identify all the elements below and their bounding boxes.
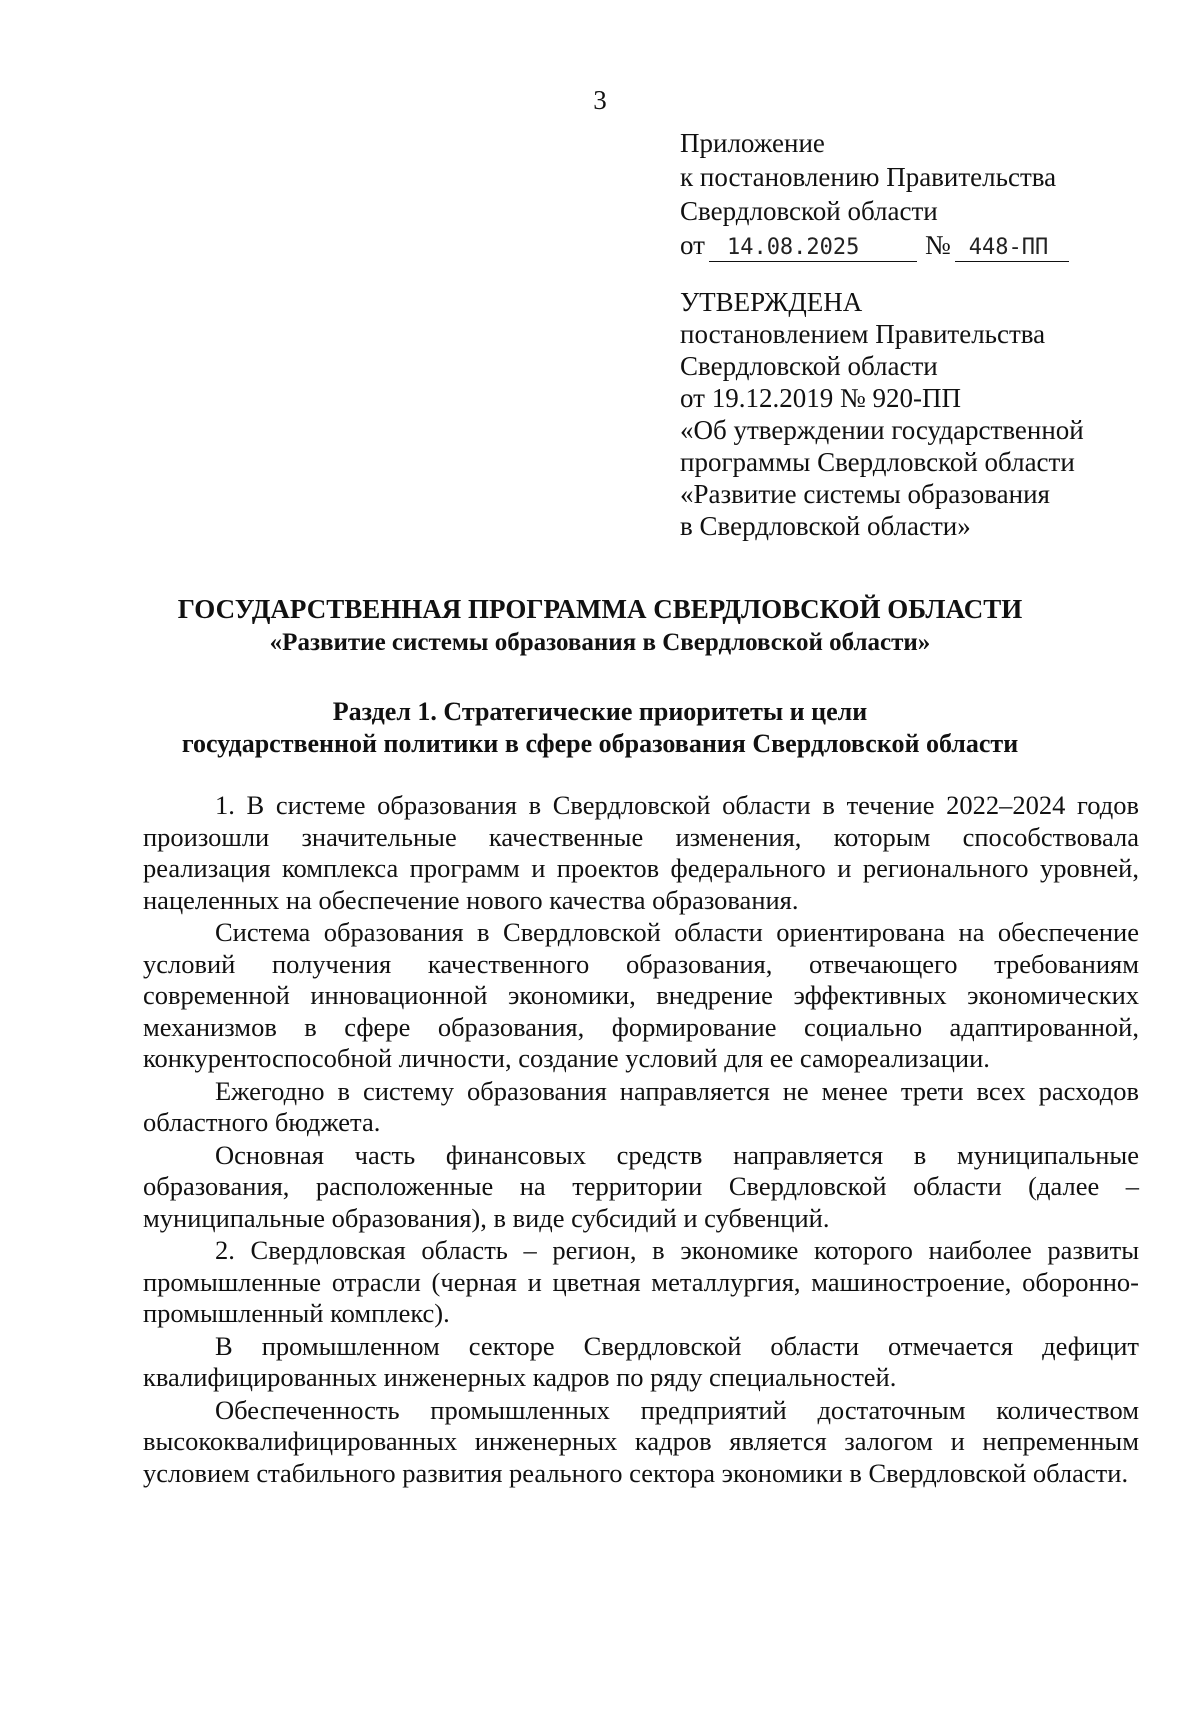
decree-number-field: 448-ПП	[955, 235, 1069, 262]
section-heading	[0, 696, 1200, 760]
decree-date-field: 14.08.2025	[709, 235, 917, 262]
approved-line: в Свердловской области»	[680, 511, 971, 541]
from-prefix: от	[680, 230, 705, 260]
program-heading	[0, 592, 1200, 660]
appendix-line: Свердловской области	[680, 196, 938, 226]
approved-line: постановлением Правительства	[680, 319, 1046, 349]
page-number: 3	[593, 85, 607, 115]
paragraph: 1. В системе образования в Свердловской области в течение 2022–2024 годов произошли значительные качественные изменения, которым способствовала реализация комплекса программ и проектов федерального и регионального уровней, нацеленных на обеспечение нового качества образования.	[143, 790, 1139, 915]
paragraph: Система образования в Свердловской области ориентирована на обеспечение условий получения качественного образования, отвечающего требованиям современной инновационной экономики, внедрение эффективных экономических механизмов в сфере образования, формирование социально адаптированной, конкурентоспособной личности, создание условий для ее самореализации.	[143, 917, 1139, 1073]
paragraph: Основная часть финансовых средств направляется в муниципальные образования, расположенные на территории Свердловской области (далее – муниципальные образования), в виде субсидий и субвенций.	[143, 1139, 1139, 1233]
appendix-title: Приложение	[680, 128, 825, 158]
approved-line: «Развитие системы образования	[680, 479, 1050, 509]
approved-line: «Об утверждении государственной	[680, 415, 1084, 445]
program-subtitle: «Развитие системы образования в Свердловской области»	[269, 629, 931, 656]
section-title-line: государственной политики в сфере образования Свердловской области	[181, 729, 1019, 758]
approved-title: УТВЕРЖДЕНА	[680, 287, 863, 317]
number-sign: №	[924, 230, 951, 260]
approved-block	[680, 286, 1120, 542]
program-title: ГОСУДАРСТВЕННАЯ ПРОГРАММА СВЕРДЛОВСКОЙ ОБЛАСТИ	[177, 594, 1023, 624]
approved-line: Свердловской области	[680, 351, 938, 381]
approved-line: от 19.12.2019 № 920-ПП	[680, 383, 961, 413]
paragraph: Ежегодно в систему образования направляется не менее трети всех расходов областного бюджета.	[143, 1075, 1139, 1137]
appendix-line: к постановлению Правительства	[680, 162, 1057, 192]
appendix-block	[680, 126, 1100, 262]
body-text	[143, 790, 1139, 1490]
approved-line: программы Свердловской области	[680, 447, 1075, 477]
paragraph: В промышленном секторе Свердловской области отмечается дефицит квалифицированных инженерных кадров по ряду специальностей.	[143, 1330, 1139, 1392]
section-title-line: Раздел 1. Стратегические приоритеты и цели	[332, 697, 868, 726]
paragraph: Обеспеченность промышленных предприятий достаточным количеством высококвалифицированных инженерных кадров является залогом и непременным условием стабильного развития реального сектора экономики в Свердловской области.	[143, 1394, 1139, 1488]
appendix-date-number-row	[680, 228, 1100, 262]
paragraph: 2. Свердловская область – регион, в экономике которого наиболее развиты промышленные отрасли (черная и цветная металлургия, машиностроение, оборонно-промышленный комплекс).	[143, 1235, 1139, 1328]
